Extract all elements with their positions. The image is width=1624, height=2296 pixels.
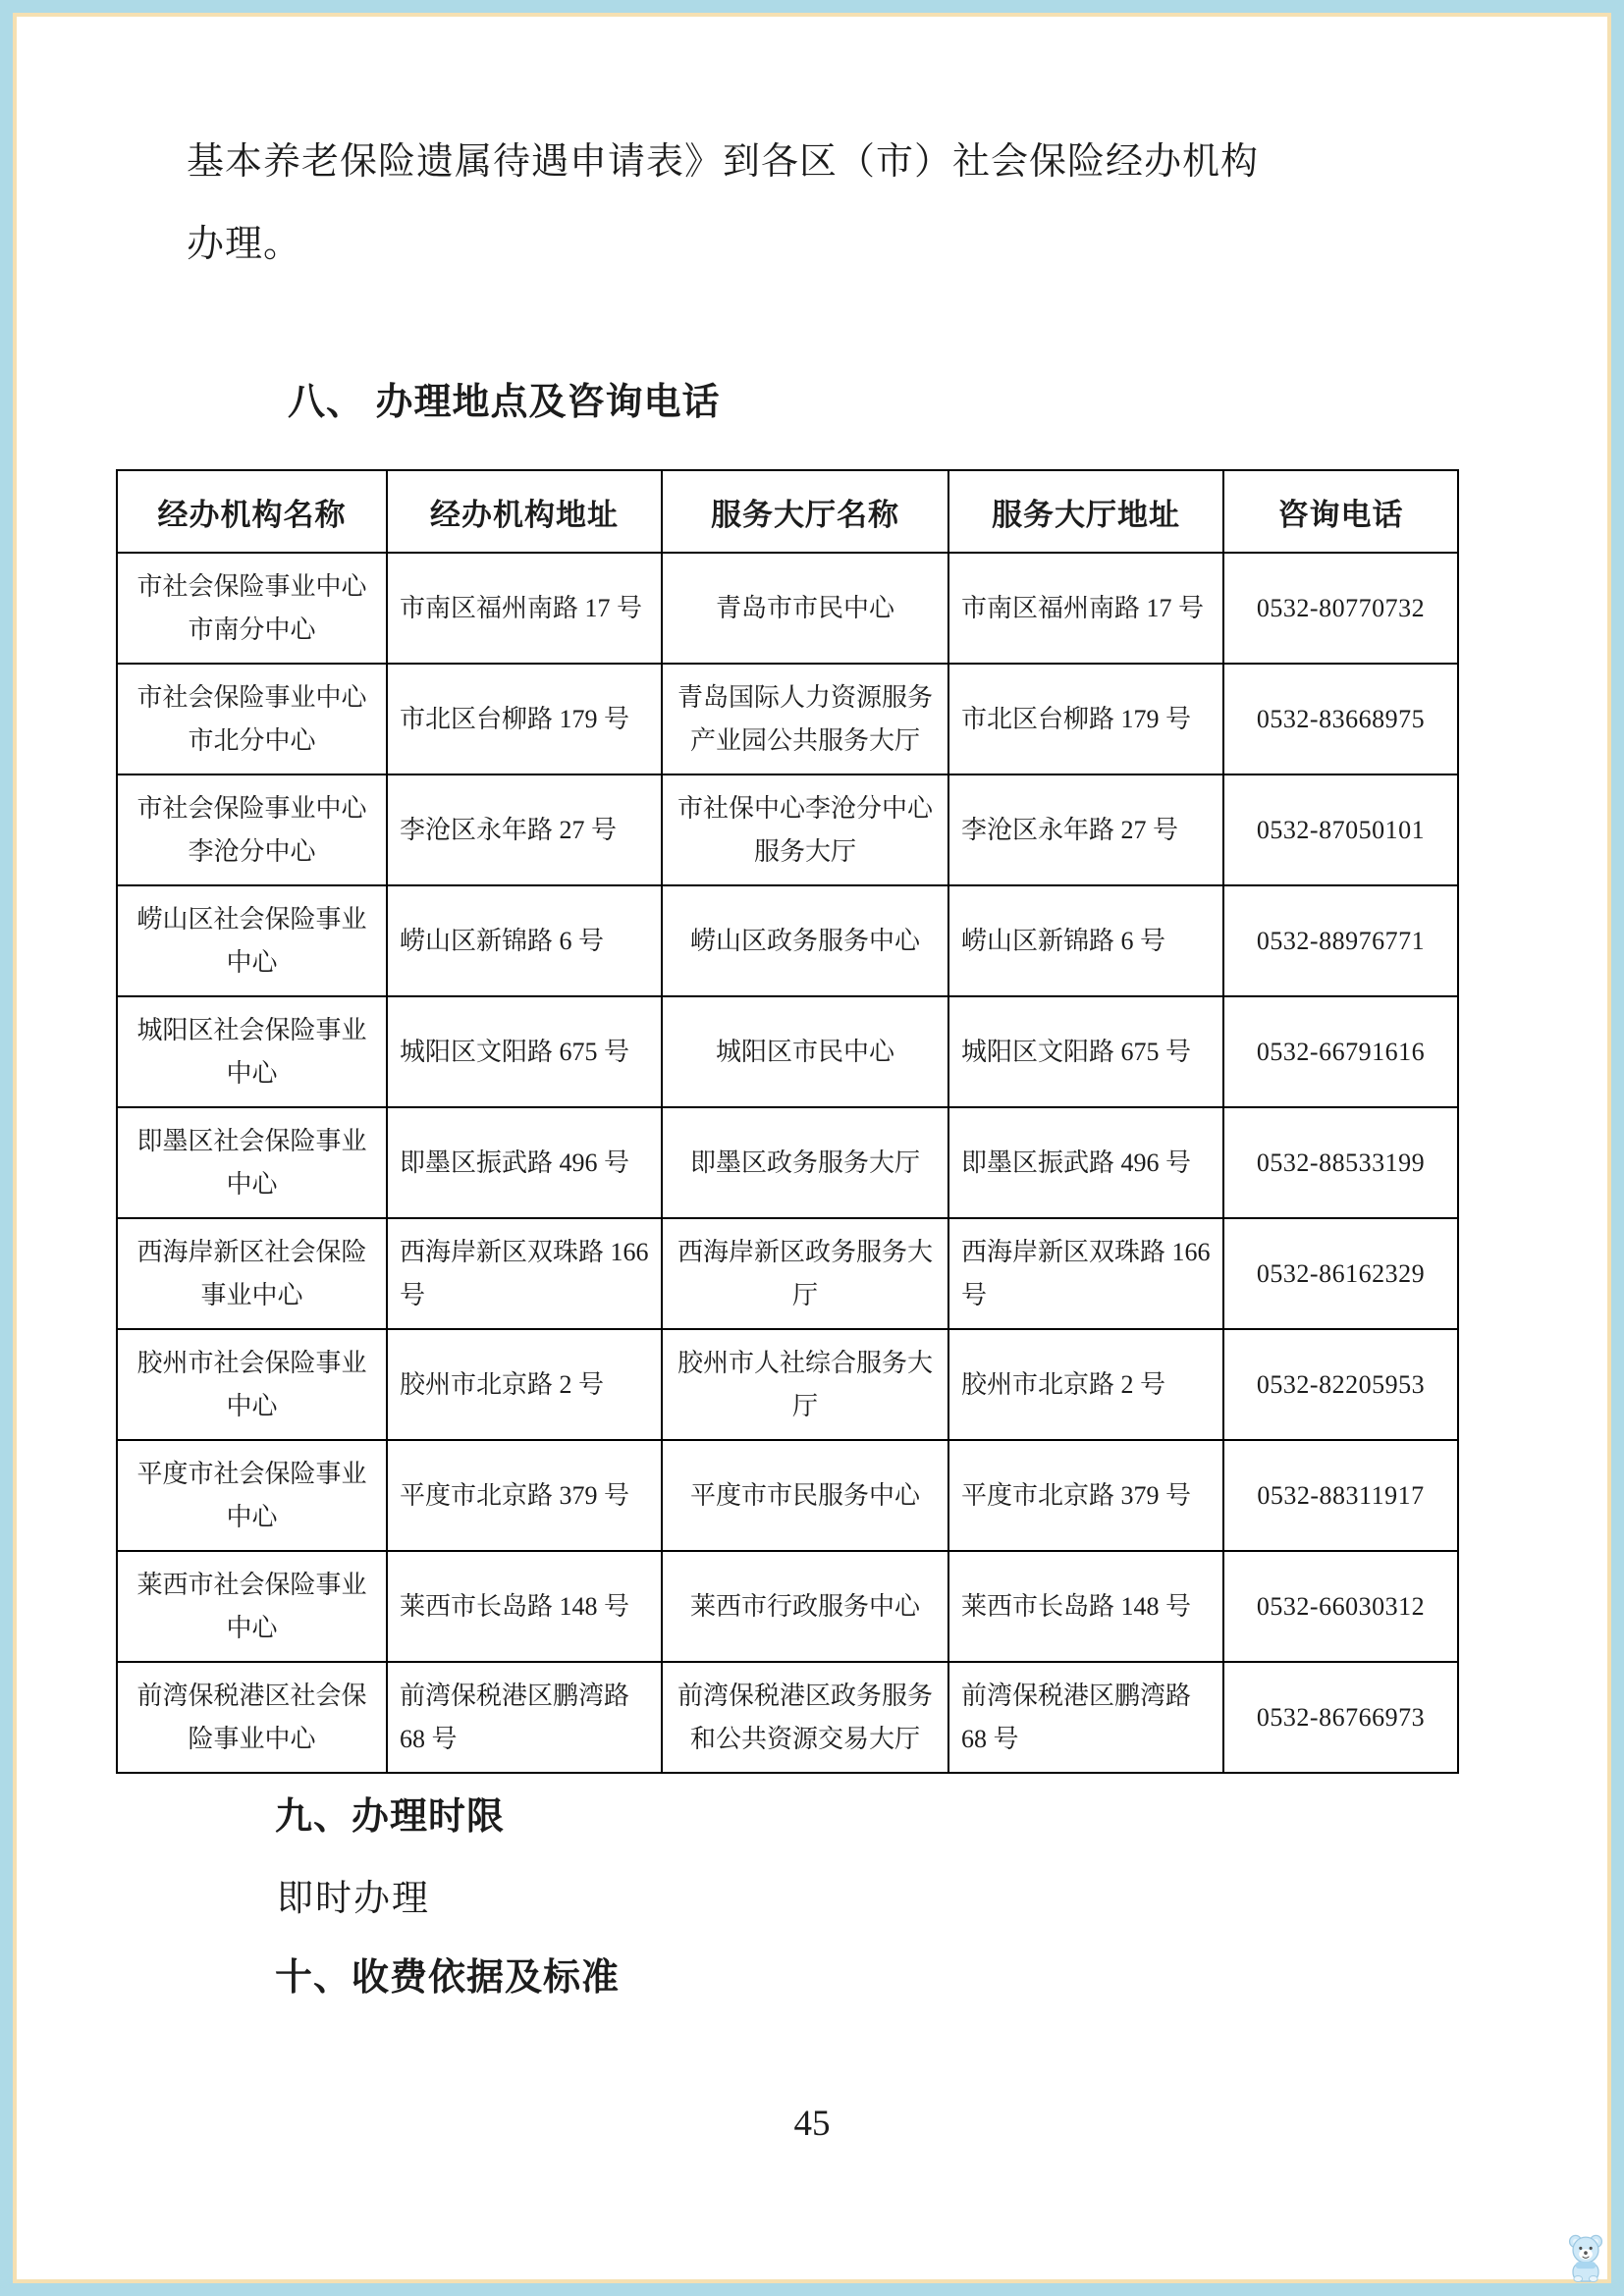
cell-hall-address: 西海岸新区双珠路 166 号 bbox=[948, 1218, 1223, 1329]
paragraph-line-1: 基本养老保险遗属待遇申请表》到各区（市）社会保险经办机构 bbox=[187, 141, 1260, 183]
cell-agency-name: 莱西市社会保险事业中心 bbox=[117, 1551, 387, 1662]
cell-agency-name: 平度市社会保险事业中心 bbox=[117, 1440, 387, 1551]
cell-phone: 0532-80770732 bbox=[1223, 553, 1458, 664]
cell-agency-name: 市社会保险事业中心市北分中心 bbox=[117, 664, 387, 774]
cell-agency-address: 市北区台柳路 179 号 bbox=[387, 664, 662, 774]
cell-agency-name: 城阳区社会保险事业中心 bbox=[117, 996, 387, 1107]
cell-hall-name: 前湾保税港区政务服务和公共资源交易大厅 bbox=[662, 1662, 948, 1773]
table-row bbox=[117, 1551, 1458, 1662]
cell-phone: 0532-86766973 bbox=[1223, 1662, 1458, 1773]
column-header-3: 服务大厅地址 bbox=[948, 470, 1223, 553]
cell-hall-name: 城阳区市民中心 bbox=[662, 996, 948, 1107]
offices-table bbox=[116, 469, 1459, 1774]
column-header-0: 经办机构名称 bbox=[117, 470, 387, 553]
table-row bbox=[117, 1329, 1458, 1440]
cell-phone: 0532-87050101 bbox=[1223, 774, 1458, 885]
cell-hall-address: 崂山区新锦路 6 号 bbox=[948, 885, 1223, 996]
cell-hall-address: 平度市北京路 379 号 bbox=[948, 1440, 1223, 1551]
cell-agency-address: 胶州市北京路 2 号 bbox=[387, 1329, 662, 1440]
cell-agency-name: 胶州市社会保险事业中心 bbox=[117, 1329, 387, 1440]
cell-agency-address: 平度市北京路 379 号 bbox=[387, 1440, 662, 1551]
cell-hall-name: 青岛市市民中心 bbox=[662, 553, 948, 664]
cell-agency-address: 崂山区新锦路 6 号 bbox=[387, 885, 662, 996]
cell-agency-name: 市社会保险事业中心李沧分中心 bbox=[117, 774, 387, 885]
cell-hall-address: 莱西市长岛路 148 号 bbox=[948, 1551, 1223, 1662]
cell-hall-address: 李沧区永年路 27 号 bbox=[948, 774, 1223, 885]
cell-hall-name: 市社保中心李沧分中心服务大厅 bbox=[662, 774, 948, 885]
cell-agency-name: 即墨区社会保险事业中心 bbox=[117, 1107, 387, 1218]
table-row bbox=[117, 1218, 1458, 1329]
cell-hall-address: 市南区福州南路 17 号 bbox=[948, 553, 1223, 664]
cell-agency-address: 城阳区文阳路 675 号 bbox=[387, 996, 662, 1107]
cell-hall-name: 西海岸新区政务服务大厅 bbox=[662, 1218, 948, 1329]
offices-table-wrap bbox=[116, 469, 1459, 1774]
cell-hall-name: 莱西市行政服务中心 bbox=[662, 1551, 948, 1662]
cell-hall-name: 崂山区政务服务中心 bbox=[662, 885, 948, 996]
cell-phone: 0532-66030312 bbox=[1223, 1551, 1458, 1662]
cell-agency-name: 前湾保税港区社会保险事业中心 bbox=[117, 1662, 387, 1773]
cell-hall-name: 平度市市民服务中心 bbox=[662, 1440, 948, 1551]
table-row bbox=[117, 1107, 1458, 1218]
cell-phone: 0532-66791616 bbox=[1223, 996, 1458, 1107]
cell-hall-name: 青岛国际人力资源服务产业园公共服务大厅 bbox=[662, 664, 948, 774]
table-row bbox=[117, 664, 1458, 774]
cell-hall-address: 即墨区振武路 496 号 bbox=[948, 1107, 1223, 1218]
section-10-heading: 十、收费依据及标准 bbox=[275, 1957, 621, 1999]
cell-agency-address: 市南区福州南路 17 号 bbox=[387, 553, 662, 664]
column-header-2: 服务大厅名称 bbox=[662, 470, 948, 553]
table-row bbox=[117, 553, 1458, 664]
cell-hall-address: 胶州市北京路 2 号 bbox=[948, 1329, 1223, 1440]
cell-phone: 0532-88311917 bbox=[1223, 1440, 1458, 1551]
section-9-heading: 九、办理时限 bbox=[275, 1796, 506, 1838]
table-row bbox=[117, 1440, 1458, 1551]
cell-agency-name: 西海岸新区社会保险事业中心 bbox=[117, 1218, 387, 1329]
teddy-bear-icon bbox=[1567, 2228, 1604, 2285]
cell-phone: 0532-88976771 bbox=[1223, 885, 1458, 996]
paragraph-line-2: 办理。 bbox=[187, 224, 302, 265]
table-row bbox=[117, 885, 1458, 996]
column-header-4: 咨询电话 bbox=[1223, 470, 1458, 553]
column-header-1: 经办机构地址 bbox=[387, 470, 662, 553]
cell-agency-name: 崂山区社会保险事业中心 bbox=[117, 885, 387, 996]
cell-phone: 0532-88533199 bbox=[1223, 1107, 1458, 1218]
cell-phone: 0532-82205953 bbox=[1223, 1329, 1458, 1440]
table-row bbox=[117, 996, 1458, 1107]
cell-agency-address: 李沧区永年路 27 号 bbox=[387, 774, 662, 885]
cell-hall-name: 胶州市人社综合服务大厅 bbox=[662, 1329, 948, 1440]
cell-agency-address: 前湾保税港区鹏湾路 68 号 bbox=[387, 1662, 662, 1773]
cell-agency-name: 市社会保险事业中心市南分中心 bbox=[117, 553, 387, 664]
cell-phone: 0532-86162329 bbox=[1223, 1218, 1458, 1329]
section-9-text: 即时办理 bbox=[277, 1879, 430, 1919]
cell-hall-address: 市北区台柳路 179 号 bbox=[948, 664, 1223, 774]
cell-hall-address: 城阳区文阳路 675 号 bbox=[948, 996, 1223, 1107]
section-8-heading: 八、 办理地点及咨询电话 bbox=[288, 382, 721, 423]
cell-agency-address: 即墨区振武路 496 号 bbox=[387, 1107, 662, 1218]
cell-agency-address: 莱西市长岛路 148 号 bbox=[387, 1551, 662, 1662]
cell-hall-name: 即墨区政务服务大厅 bbox=[662, 1107, 948, 1218]
page-number: 45 bbox=[793, 2104, 831, 2144]
cell-agency-address: 西海岸新区双珠路 166 号 bbox=[387, 1218, 662, 1329]
table-row bbox=[117, 774, 1458, 885]
cell-hall-address: 前湾保税港区鹏湾路 68 号 bbox=[948, 1662, 1223, 1773]
table-row bbox=[117, 1662, 1458, 1773]
cell-phone: 0532-83668975 bbox=[1223, 664, 1458, 774]
table-header-row bbox=[117, 470, 1458, 553]
